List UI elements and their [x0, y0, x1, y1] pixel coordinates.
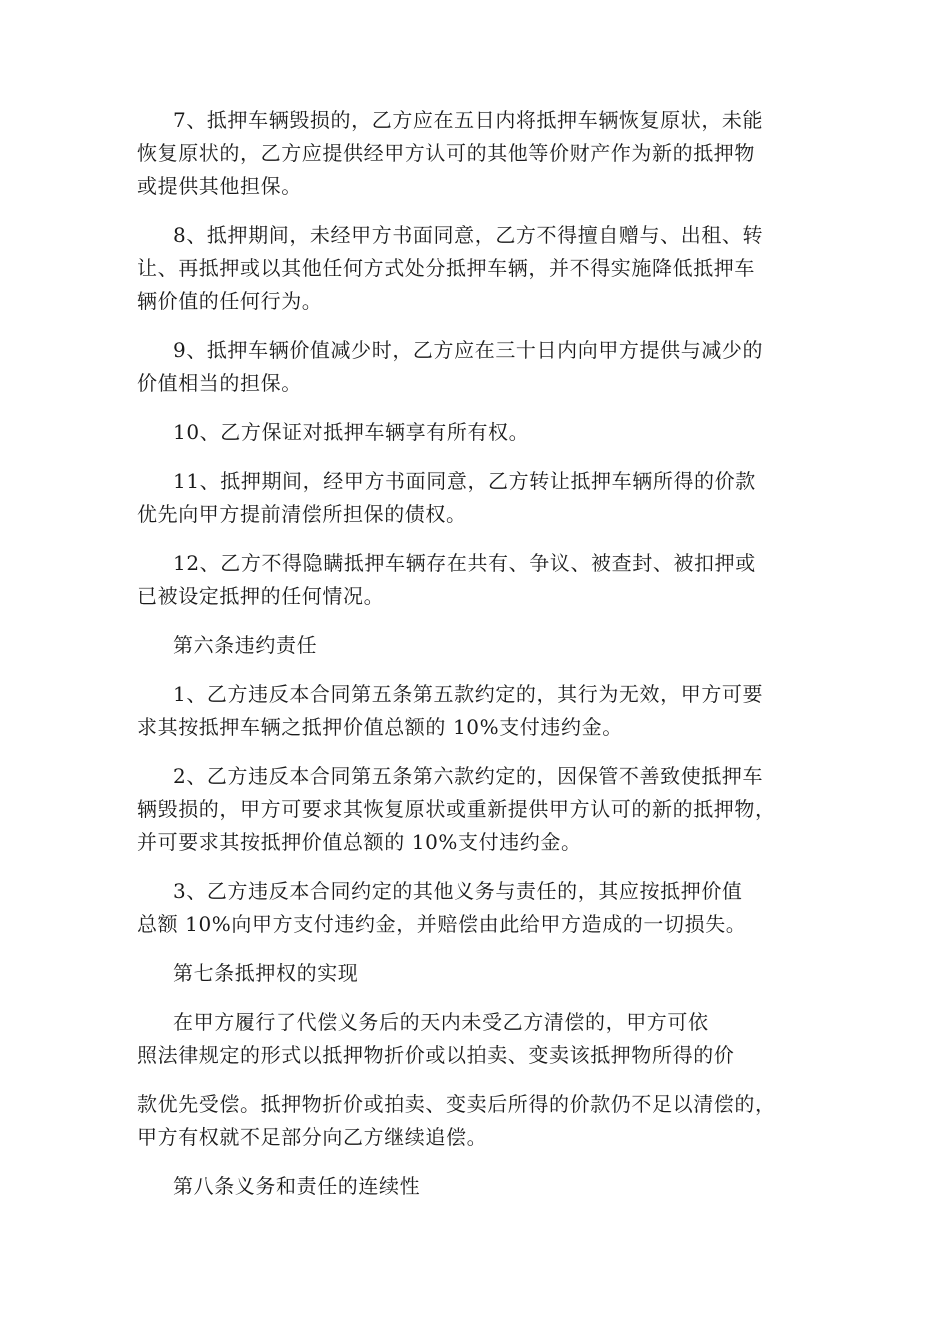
- clause-6-2-line-2: 辆毁损的，甲方可要求其恢复原状或重新提供甲方认可的新的抵押物，: [137, 797, 776, 821]
- clause-5-7-line-1: 7、抵押车辆毁损的，乙方应在五日内将抵押车辆恢复原状，未能: [173, 108, 764, 132]
- clause-5-8-line-2: 让、再抵押或以其他任何方式处分抵押车辆，并不得实施降低抵押车: [137, 256, 755, 280]
- article-8-heading: 第八条义务和责任的连续性: [173, 1174, 421, 1198]
- clause-5-11-line-2: 优先向甲方提前清偿所担保的债权。: [137, 502, 467, 526]
- clause-6-3-line-1: 3、乙方违反本合同约定的其他义务与责任的，其应按抵押价值: [173, 879, 743, 903]
- article-7-heading: 第七条抵押权的实现: [173, 961, 359, 985]
- clause-5-12-line-2: 已被设定抵押的任何情况。: [137, 584, 385, 608]
- article-7-body-line-3: 款优先受偿。抵押物折价或拍卖、变卖后所得的价款仍不足以清偿的，: [137, 1092, 776, 1116]
- article-7-body-line-4: 甲方有权就不足部分向乙方继续追偿。: [137, 1125, 488, 1149]
- clause-5-12-line-1: 12、乙方不得隐瞒抵押车辆存在共有、争议、被查封、被扣押或: [173, 551, 756, 575]
- article-6-heading: 第六条违约责任: [173, 633, 318, 657]
- clause-5-9-line-1: 9、抵押车辆价值减少时，乙方应在三十日内向甲方提供与减少的: [173, 338, 764, 362]
- article-7-body-line-1: 在甲方履行了代偿义务后的天内未受乙方清偿的，甲方可依: [173, 1010, 709, 1034]
- clause-6-2-line-1: 2、乙方违反本合同第五条第六款约定的，因保管不善致使抵押车: [173, 764, 764, 788]
- clause-5-8-line-1: 8、抵押期间，未经甲方书面同意，乙方不得擅自赠与、出租、转: [173, 223, 764, 247]
- clause-6-1-line-2: 求其按抵押车辆之抵押价值总额的 10%支付违约金。: [137, 715, 623, 739]
- clause-5-7-line-3: 或提供其他担保。: [137, 174, 302, 198]
- clause-6-2-line-3: 并可要求其按抵押价值总额的 10%支付违约金。: [137, 830, 582, 854]
- clause-5-11-line-1: 11、抵押期间，经甲方书面同意，乙方转让抵押车辆所得的价款: [173, 469, 756, 493]
- clause-5-10-line-1: 10、乙方保证对抵押车辆享有所有权。: [173, 420, 530, 444]
- clause-5-7-line-2: 恢复原状的，乙方应提供经甲方认可的其他等价财产作为新的抵押物: [137, 141, 755, 165]
- article-7-body-line-2: 照法律规定的形式以抵押物折价或以拍卖、变卖该抵押物所得的价: [137, 1043, 735, 1067]
- clause-6-1-line-1: 1、乙方违反本合同第五条第五款约定的，其行为无效，甲方可要: [173, 682, 764, 706]
- clause-5-8-line-3: 辆价值的任何行为。: [137, 289, 323, 313]
- clause-6-3-line-2: 总额 10%向甲方支付违约金，并赔偿由此给甲方造成的一切损失。: [137, 912, 747, 936]
- clause-5-9-line-2: 价值相当的担保。: [137, 371, 302, 395]
